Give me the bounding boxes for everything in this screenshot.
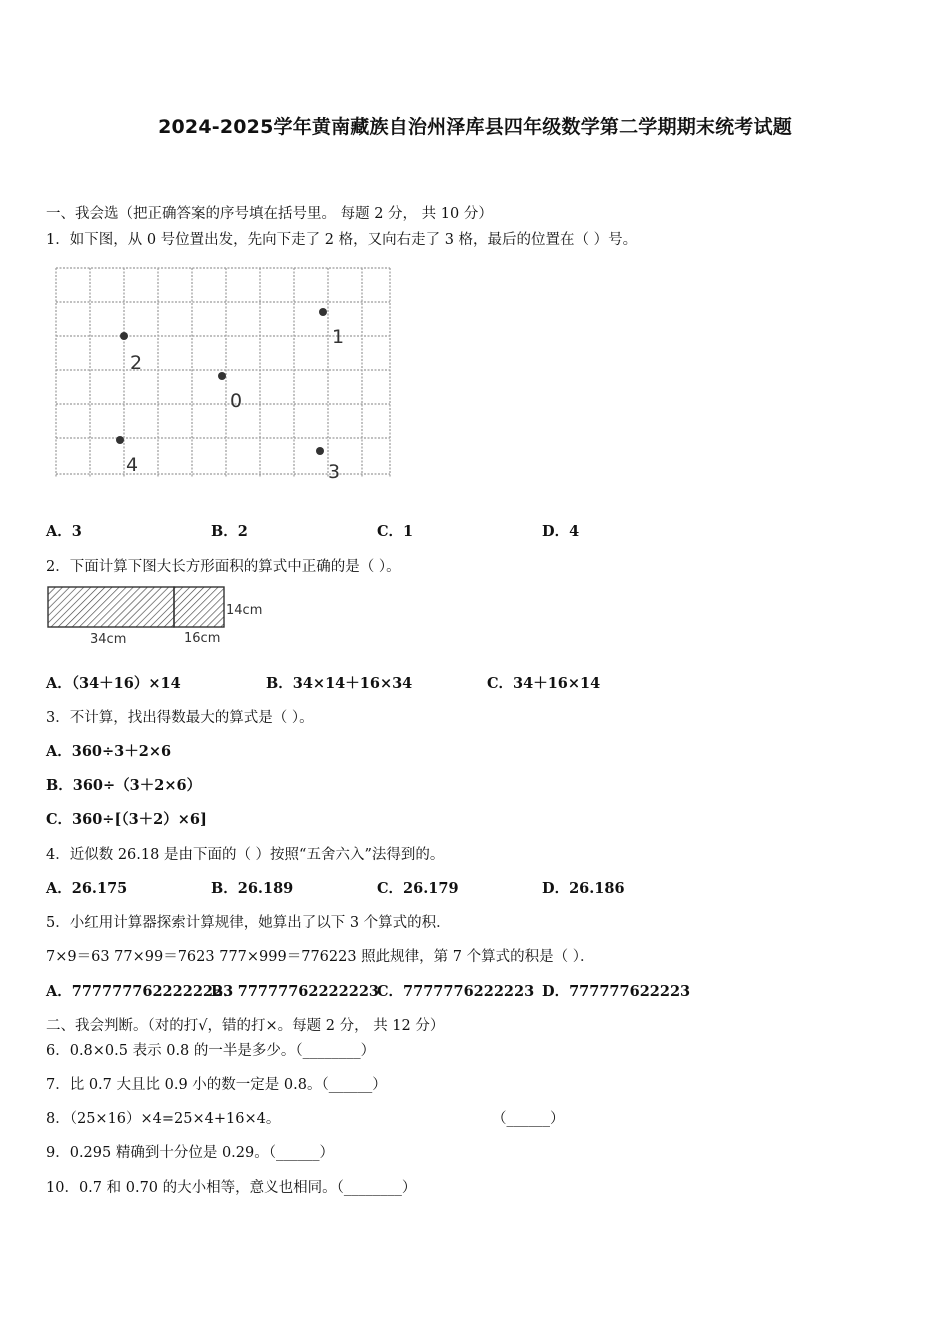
question-2-text: 2．下面计算下图大长方形面积的算式中正确的是（ ）。: [46, 559, 401, 575]
question-7-text: 7．比 0.7 大且比 0.9 小的数一定是 0.8。（______）: [46, 1077, 387, 1093]
grid-label-0: 0: [230, 390, 243, 412]
section-2-header: 二、我会判断。（对的打√，错的打×。每题 2 分， 共 12 分）: [46, 1018, 445, 1034]
grid-point-3: [316, 447, 324, 455]
question-4-option-c[interactable]: C．26.179: [377, 880, 459, 897]
question-4-option-a[interactable]: A．26.175: [46, 880, 128, 897]
grid-point-1: [319, 308, 327, 316]
question-9-text: 9．0.295 精确到十分位是 0.29。（______）: [46, 1145, 334, 1161]
rectangle-right-width-label: 16cm: [184, 631, 221, 646]
question-5-option-b[interactable]: B．77777762222223: [211, 983, 380, 1000]
section-1-header: 一、我会选（把正确答案的序号填在括号里。 每题 2 分， 共 10 分）: [46, 206, 493, 222]
question-8-text: 8．（25×16）×4=25×4+16×4。: [46, 1111, 281, 1127]
question-1-grid-figure: [50, 266, 395, 484]
grid-point-0: [218, 372, 226, 380]
question-6-text: 6．0.8×0.5 表示 0.8 的一半是多少。（________）: [46, 1043, 376, 1059]
question-2-option-c[interactable]: C．34＋16×14: [487, 675, 601, 692]
rectangle-left-part: [48, 587, 174, 627]
question-5-text-2: 7×9＝63 77×99＝7623 777×999＝776223 照此规律，第 7 个算式的积是（ ）．: [46, 949, 595, 965]
grid-point-2: [120, 332, 128, 340]
question-4-text: 4．近似数 26.18 是由下面的（ ）按照“五舍六入”法得到的。: [46, 847, 445, 863]
question-4-option-b[interactable]: B．26.189: [211, 880, 294, 897]
grid-point-4: [116, 436, 124, 444]
page-title: 2024-2025学年黄南藏族自治州泽库县四年级数学第二学期期末统考试题: [158, 116, 792, 138]
question-4-option-d[interactable]: D．26.186: [542, 880, 625, 897]
grid-label-2: 2: [130, 352, 143, 374]
question-1-option-c[interactable]: C．1: [377, 523, 414, 540]
question-2-option-b[interactable]: B．34×14＋16×34: [266, 675, 413, 692]
question-3-option-a[interactable]: A．360÷3＋2×6: [46, 743, 172, 760]
question-3-option-b[interactable]: B．360÷（3＋2×6）: [46, 777, 202, 794]
question-8-answer-blank[interactable]: （______）: [492, 1111, 565, 1127]
question-2-option-a[interactable]: A．（34＋16）×14: [46, 675, 181, 692]
question-5-text: 5．小红用计算器探索计算规律，她算出了以下 3 个算式的积．: [46, 915, 451, 931]
question-2-rectangle-figure: [44, 584, 274, 648]
question-1-option-b[interactable]: B．2: [211, 523, 248, 540]
grid-label-1: 1: [332, 326, 345, 348]
question-1-option-a[interactable]: A．3: [46, 523, 82, 540]
question-3-option-c[interactable]: C．360÷[（3＋2）×6]: [46, 811, 207, 828]
rectangle-height-label: 14cm: [226, 603, 263, 618]
question-5-option-d[interactable]: D．777777622223: [542, 983, 691, 1000]
rectangle-left-width-label: 34cm: [90, 632, 127, 647]
rectangle-right-part: [174, 587, 224, 627]
question-5-option-c[interactable]: C．7777776222223: [377, 983, 535, 1000]
question-5-option-a[interactable]: A．7777777622222223: [46, 983, 234, 1000]
grid-label-4: 4: [126, 454, 139, 476]
question-3-text: 3．不计算，找出得数最大的算式是（ ）。: [46, 710, 314, 726]
question-1-text: 1．如下图，从 0 号位置出发，先向下走了 2 格，又向右走了 3 格，最后的位置在（ ）号。: [46, 232, 638, 248]
question-10-text: 10．0.7 和 0.70 的大小相等，意义也相同。（________）: [46, 1180, 417, 1196]
question-1-option-d[interactable]: D．4: [542, 523, 580, 540]
grid-label-3: 3: [328, 461, 341, 483]
